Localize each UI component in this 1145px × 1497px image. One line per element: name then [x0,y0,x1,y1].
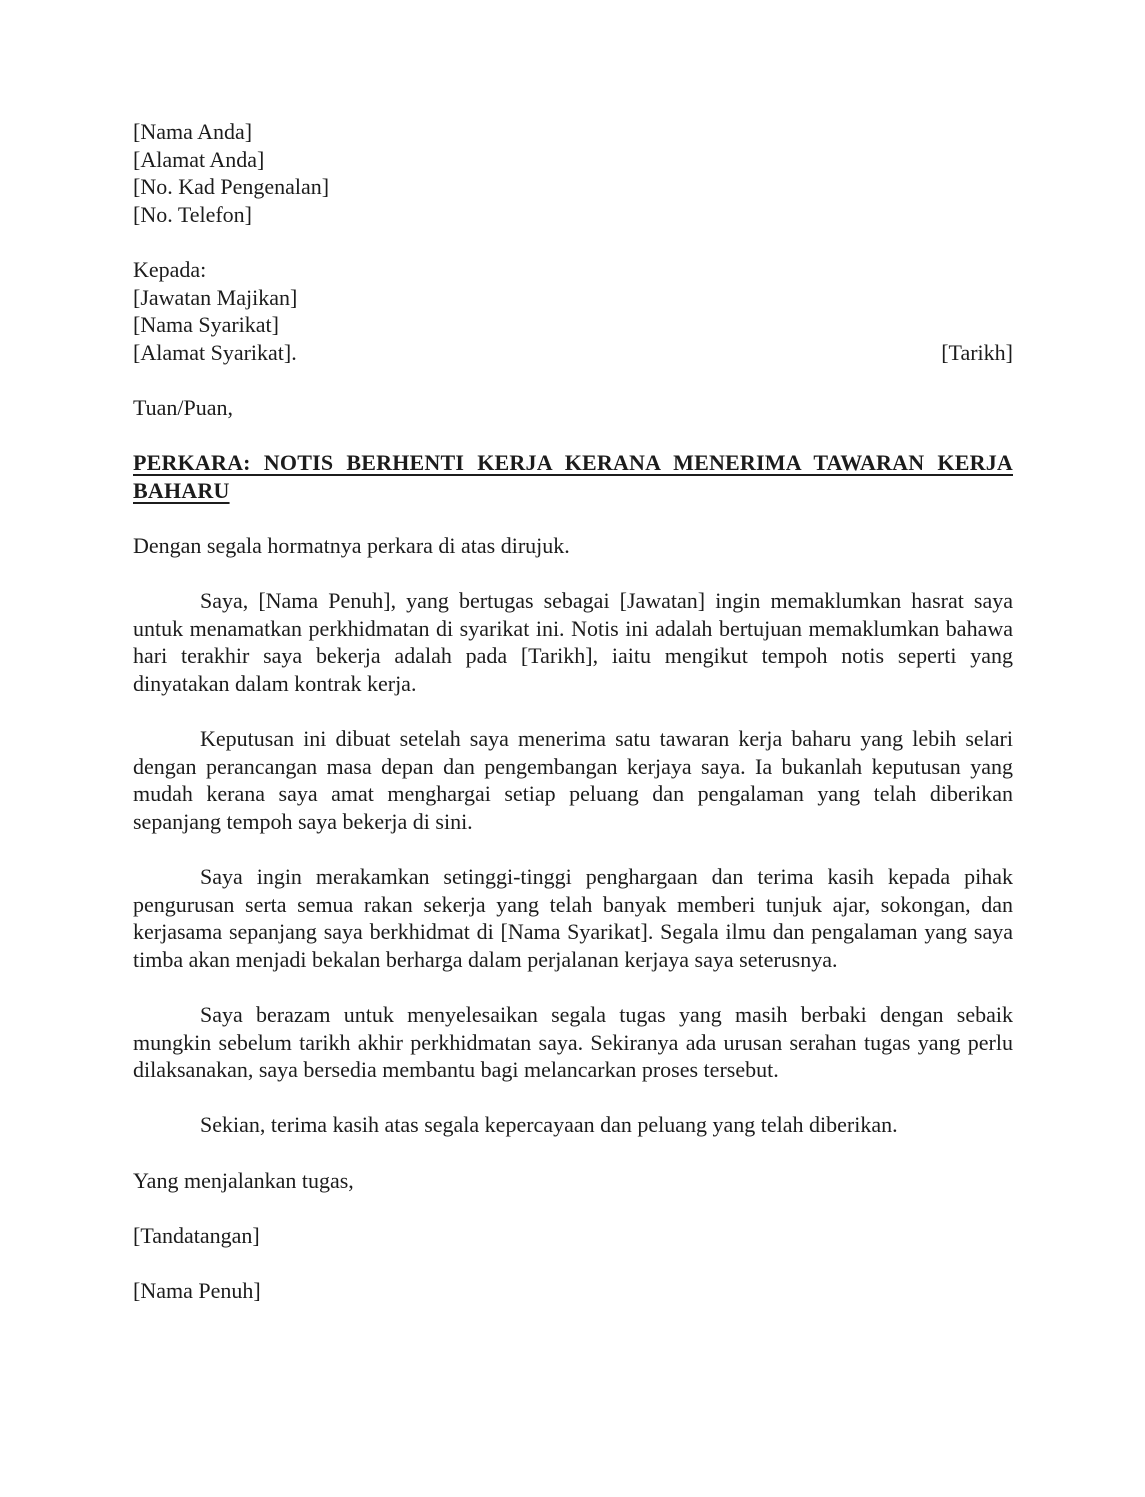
paragraph-gratitude: Saya ingin merakamkan setinggi-tinggi penghargaan dan terima kasih kepada pihak pengurusan serta semua rakan sekerja yang telah banyak memberi tunjuk ajar, sokongan, dan kerjasama sepanjang saya berkhidmat di [Nama Syarikat]. Segala ilmu dan pengalaman yang saya timba akan menjadi bekalan berharga dalam perjalanan kerjaya saya seterusnya. [133,864,1013,972]
sign-off: Yang menjalankan tugas, [133,1167,354,1193]
recipient-address-block [133,256,1013,366]
sender-address-block [133,118,1013,228]
signature-placeholder: [Tandatangan] [133,1222,260,1248]
name-placeholder: [Nama Penuh] [133,1277,261,1303]
paragraph-handover: Saya berazam untuk menyelesaikan segala tugas yang masih berbaki dengan sebaik mungkin sebelum tarikh akhir perkhidmatan saya. Sekiranya ada urusan serahan tugas yang perlu dilaksanakan, saya bersedia membantu bagi melancarkan proses tersebut. [133,1002,1013,1083]
sender-id-number: [No. Kad Pengenalan] [133,174,330,200]
reference-line: Dengan segala hormatnya perkara di atas dirujuk. [133,532,570,558]
salutation: Tuan/Puan, [133,394,234,420]
recipient-position: [Jawatan Majikan] [133,284,298,310]
sender-name: [Nama Anda] [133,119,253,144]
sender-address: [Alamat Anda] [133,146,265,172]
recipient-company: [Nama Syarikat] [133,312,279,338]
paragraph-reason: Keputusan ini dibuat setelah saya menerima satu tawaran kerja baharu yang lebih selari dengan perancangan masa depan dan pengembangan kerjaya saya. Ia bukanlah keputusan yang mudah kerana saya amat menghargai setiap peluang dan pengalaman yang telah diberikan sepanjang tempoh saya bekerja di sini. [133,726,1013,834]
letter-date: [Tarikh] [941,339,1013,365]
subject-heading [133,449,1013,504]
sender-phone: [No. Telefon] [133,201,253,227]
subject-line-1: PERKARA: NOTIS BERHENTI KERJA KERANA MENERIMA TAWARAN KERJA [133,450,1013,476]
paragraph-thanks: Sekian, terima kasih atas segala kepercayaan dan peluang yang telah diberikan. [200,1112,898,1138]
recipient-label: Kepada: [133,256,207,282]
address-date-row [133,339,1013,367]
paragraph-notice: Saya, [Nama Penuh], yang bertugas sebagai [Jawatan] ingin memaklumkan hasrat saya untuk menamatkan perkhidmatan di syarikat ini. Notis ini adalah bertujuan memaklumkan bahawa hari terakhir saya bekerja adalah pada [Tarikh], iaitu mengikut tempoh notis seperti yang dinyatakan dalam kontrak kerja. [133,588,1013,696]
subject-line-2-wrap [133,477,1013,505]
subject-line-2: BAHARU [133,477,230,503]
recipient-company-address: [Alamat Syarikat]. [133,339,297,365]
